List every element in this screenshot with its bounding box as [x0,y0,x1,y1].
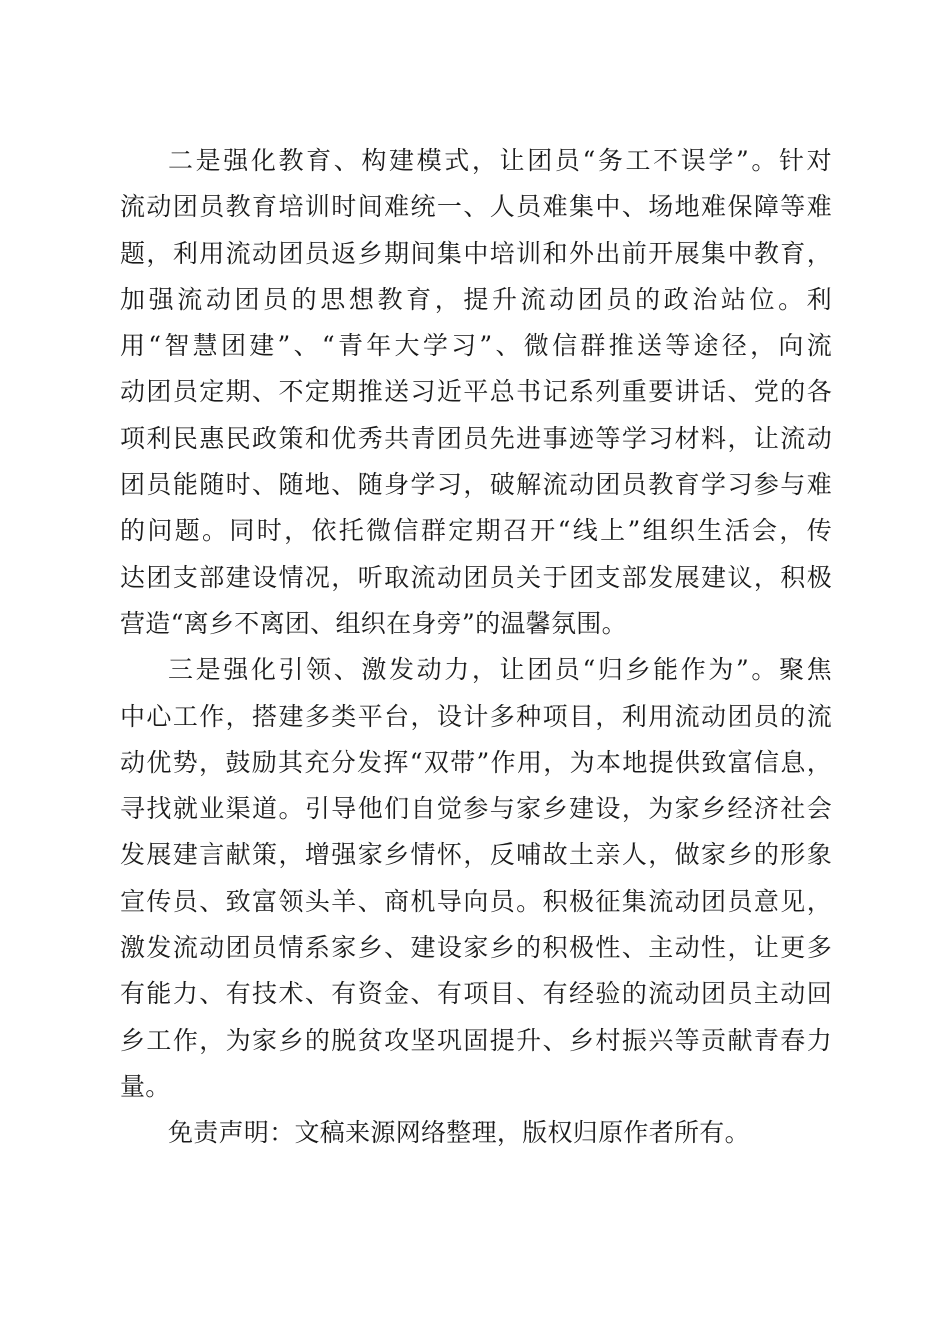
text-line: 寻找就业渠道。引导他们自觉参与家乡建设，为家乡经济社会 [120,794,832,824]
text-line: 达团支部建设情况，听取流动团员关于团支部发展建议，积极 [120,562,832,592]
text-line: 动团员定期、不定期推送习近平总书记系列重要讲话、党的各 [120,377,832,407]
text-line: 的问题。同时，依托微信群定期召开“线上”组织生活会，传 [120,516,832,546]
text-line: 团员能随时、随地、随身学习，破解流动团员教育学习参与难 [120,470,832,500]
text-line: 发展建言献策，增强家乡情怀，反哺故土亲人，做家乡的形象 [120,840,832,870]
text-line: 三是强化引领、激发动力，让团员“归乡能作为”。聚焦 [168,655,832,685]
text-line: 营造“离乡不离团、组织在身旁”的温馨氛围。 [120,608,627,638]
paragraph-education [120,138,832,647]
text-line: 中心工作，搭建多类平台，设计多种项目，利用流动团员的流 [120,701,832,731]
text-line: 动优势，鼓励其充分发挥“双带”作用，为本地提供致富信息， [120,747,832,777]
text-line: 激发流动团员情系家乡、建设家乡的积极性、主动性，让更多 [120,933,832,963]
text-line: 题，利用流动团员返乡期间集中培训和外出前开展集中教育， [120,238,832,268]
text-line: 项利民惠民政策和优秀共青团员先进事迹等学习材料，让流动 [120,423,832,453]
text-line: 加强流动团员的思想教育，提升流动团员的政治站位。利 [120,284,832,314]
text-line: 流动团员教育培训时间难统一、人员难集中、场地难保障等难 [120,192,832,222]
document-body [120,138,832,1157]
text-line: 二是强化教育、构建模式，让团员“务工不误学”。针对 [168,146,832,175]
paragraph-guidance [120,647,832,1110]
text-line: 乡工作，为家乡的脱贫攻坚巩固提升、乡村振兴等贡献青春力 [120,1025,832,1055]
text-line: 有能力、有技术、有资金、有项目、有经验的流动团员主动回 [120,979,832,1009]
text-line: 量。 [120,1071,171,1101]
text-line: 宣传员、致富领头羊、商机导向员。积极征集流动团员意见， [120,886,832,916]
disclaimer-text: 免责声明：文稿来源网络整理，版权归原作者所有。 [168,1118,750,1148]
disclaimer [120,1110,832,1156]
text-line: 用“智慧团建”、“青年大学习”、微信群推送等途径，向流 [120,331,832,361]
